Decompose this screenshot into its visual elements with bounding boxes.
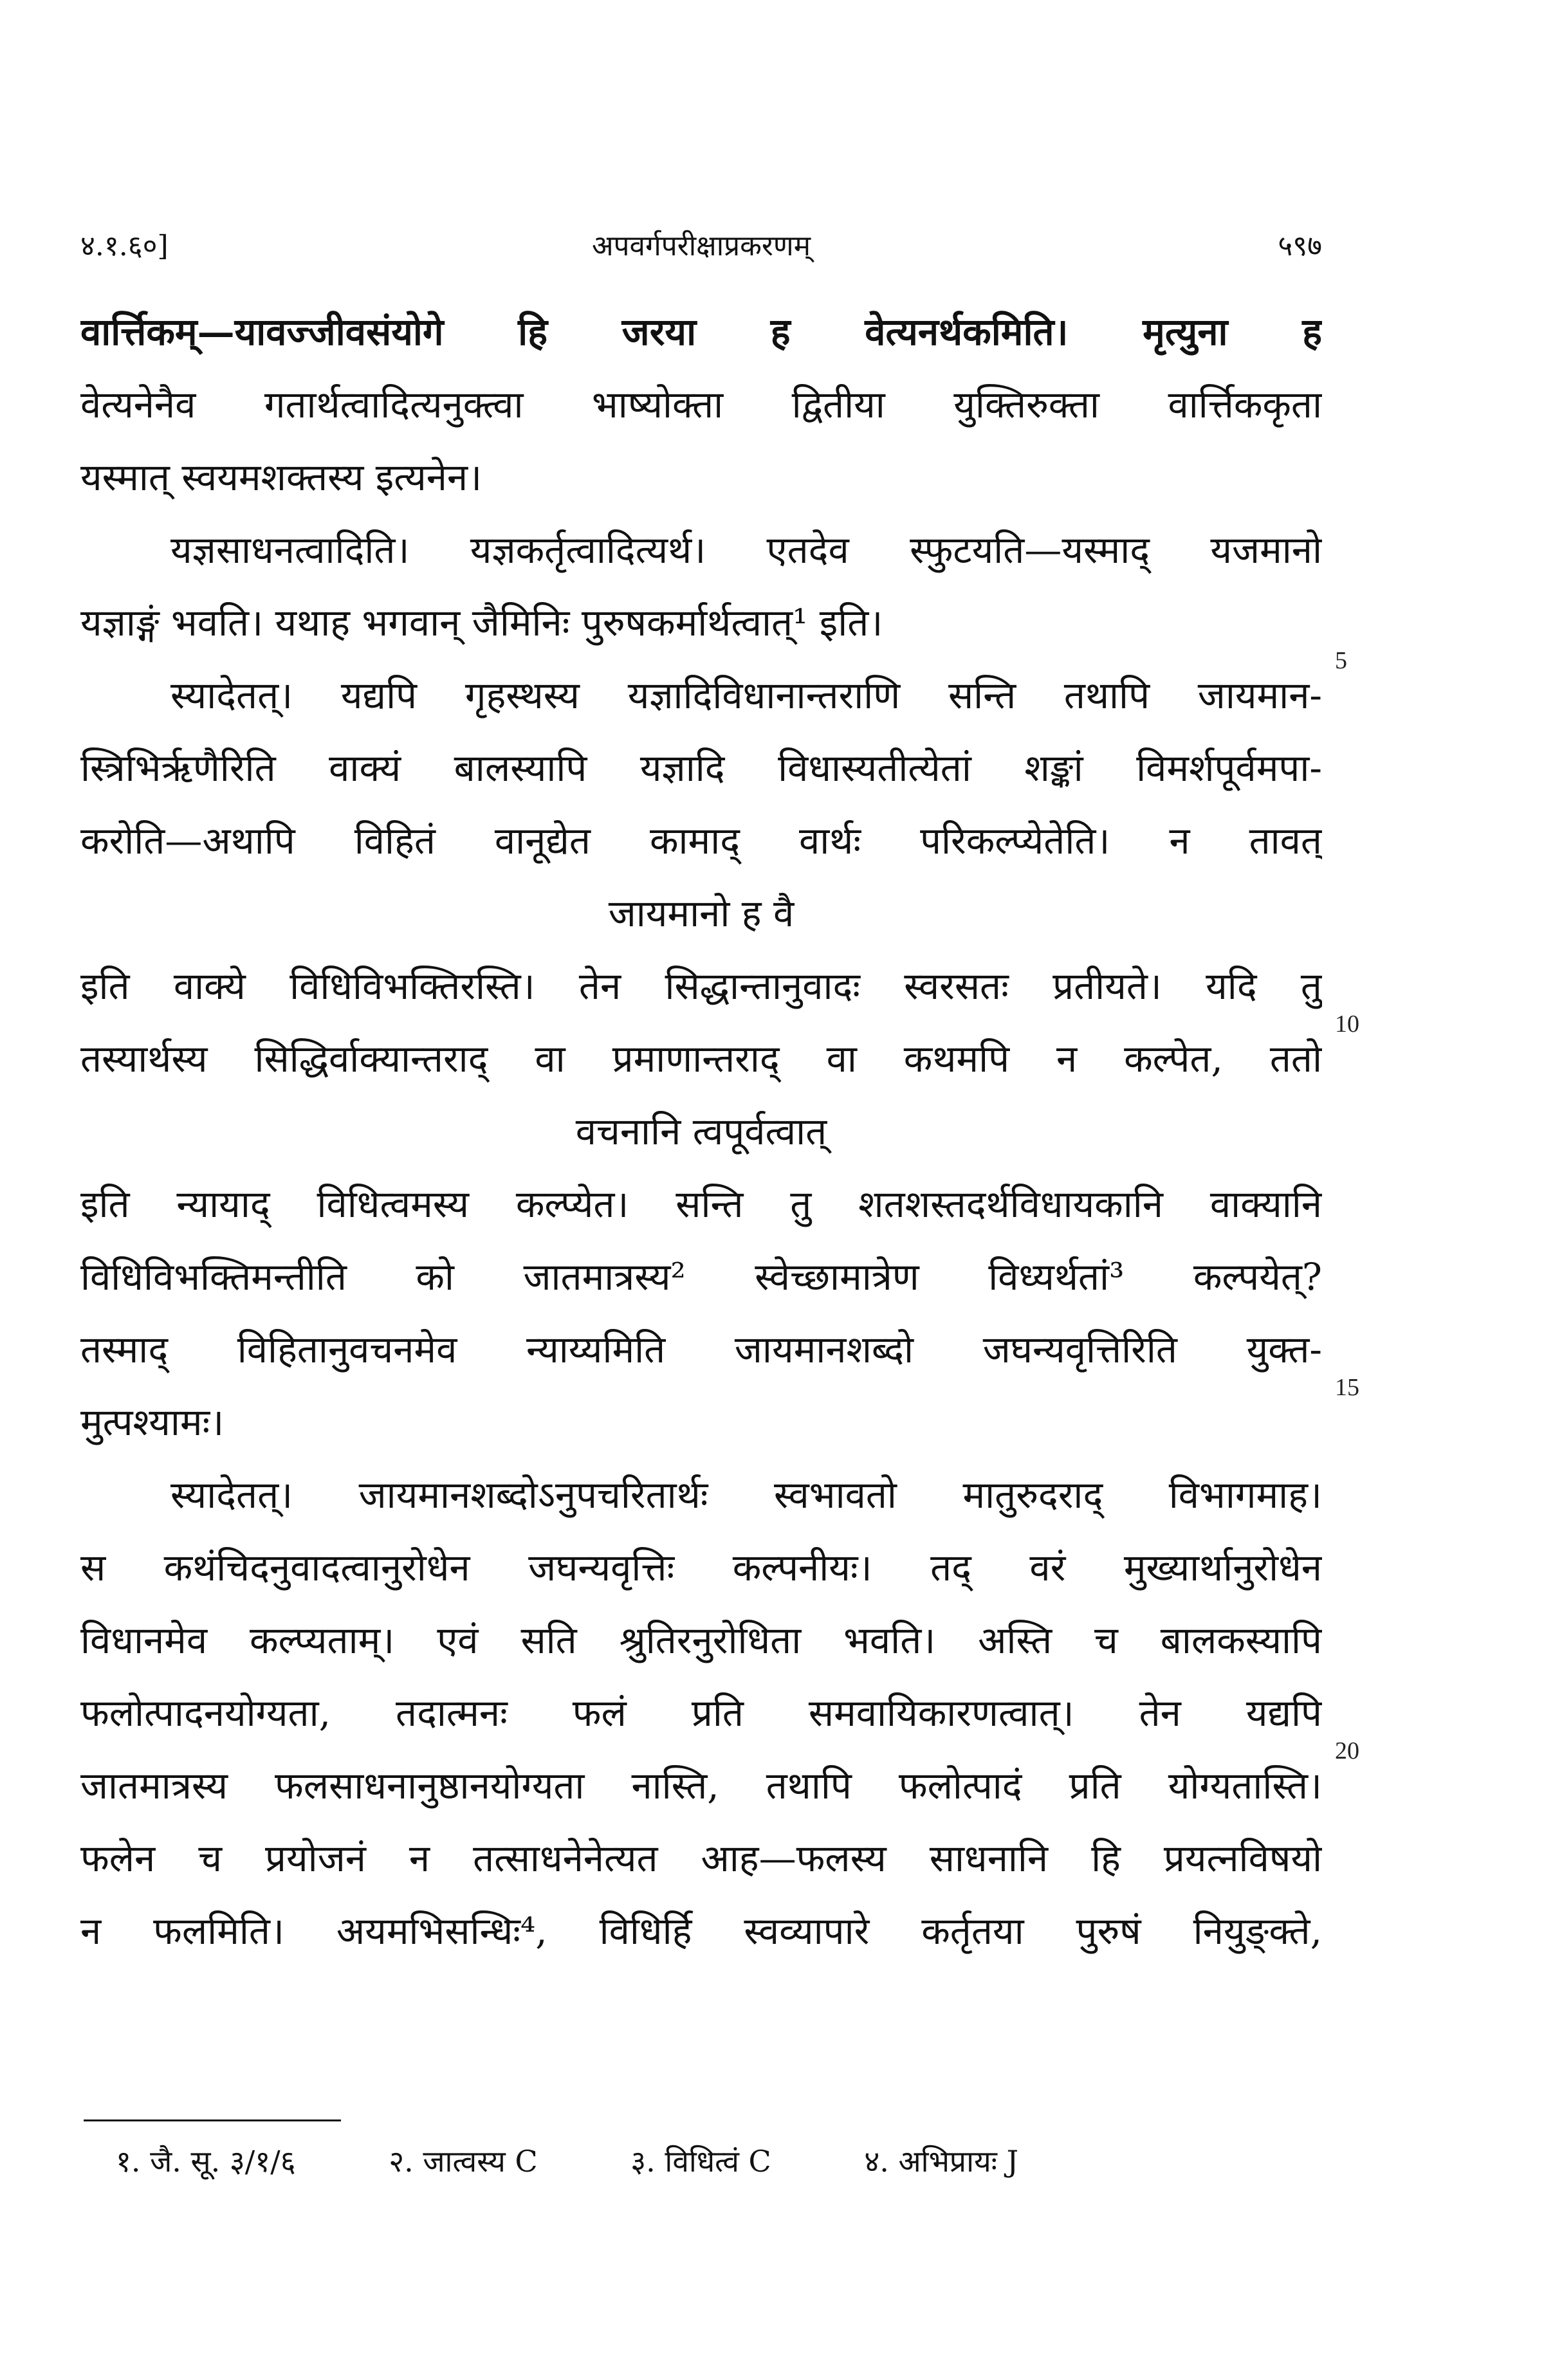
footnote-3: ३. विधित्वं C [630, 2144, 771, 2179]
text-line: यस्मात् स्वयमशक्तस्य इत्यनेन। [80, 455, 482, 499]
text-line: तस्यार्थस्य सिद्धिर्वाक्यान्तराद् वा प्रमाणान्तराद् वा कथमपि न कल्पेत, ततो [80, 1037, 1322, 1081]
text-line: स कथंचिदनुवादत्वानुरोधेन जघन्यवृत्तिः कल्पनीयः। तद् वरं मुख्यार्थानुरोधेन [80, 1546, 1322, 1589]
text-line: विधानमेव कल्प्यताम्। एवं सति श्रुतिरनुरोधिता भवति। अस्ति च बालकस्यापि [80, 1618, 1322, 1662]
text-line: यज्ञाङ्गं भवति। यथाह भगवान् जैमिनिः पुरुषकर्मार्थत्वात्¹ इति। [80, 601, 883, 645]
quoted-verse: जायमानो ह वै [608, 892, 795, 935]
text-line: जातमात्रस्य फलसाधनानुष्ठानयोग्यता नास्ति, तथापि फलोत्पादं प्रति योग्यतास्ति। [80, 1764, 1322, 1808]
footnote-divider [84, 2119, 341, 2121]
text-line: वेत्यनेनैव गतार्थत्वादित्यनुक्त्वा भाष्योक्ता द्वितीया युक्तिरुक्ता वार्त्तिककृता [80, 383, 1322, 426]
text-line: करोति—अथापि विहितं वानूद्येत कामाद् वार्थः परिकल्प्येतेति। न तावत् [80, 819, 1322, 863]
text-line: इति न्यायाद् विधित्वमस्य कल्प्येत। सन्ति तु शतशस्तदर्थविधायकानि वाक्यानि [80, 1182, 1322, 1226]
text-line: मुत्पश्यामः। [80, 1400, 225, 1444]
text-line: यज्ञसाधनत्वादिति। यज्ञकर्तृत्वादित्यर्थ। एतदेव स्फुटयति—यस्माद् यजमानो [170, 528, 1322, 572]
text-line: इति वाक्ये विधिविभक्तिरस्ति। तेन सिद्धान्तानुवादः स्वरसतः प्रतीयते। यदि तु [80, 964, 1322, 1008]
line-number: 10 [1335, 1011, 1359, 1038]
footnotes [116, 2136, 1325, 2187]
chapter-title: अपवर्गपरीक्षाप्रकरणम् [591, 230, 811, 262]
text-line: विधिविभक्तिमन्तीति को जातमात्रस्य² स्वेच्छामात्रेण विध्यर्थतां³ कल्पयेत्? [80, 1255, 1322, 1299]
section-reference: ४.१.६०] [80, 230, 169, 262]
footnote-2: २. जात्वस्य C [389, 2144, 538, 2179]
text-line: स्त्रिभिर्ऋणैरिति वाक्यं बालस्यापि यज्ञादि विधास्यतीत्येतां शङ्कां विमर्शपूर्वमपा- [80, 746, 1322, 790]
quoted-verse: वचनानि त्वपूर्वत्वात् [575, 1110, 827, 1153]
footnote-1: १. जै. सू. ३/१/६ [116, 2144, 296, 2179]
running-header [80, 225, 1322, 270]
text-line: न फलमिति। अयमभिसन्धिः⁴, विधिर्हि स्वव्यापारे कर्तृतया पुरुषं नियुङ्क्ते, [80, 1909, 1322, 1953]
line-number: 15 [1335, 1374, 1359, 1401]
page-number: ५९७ [1278, 230, 1322, 262]
text-line: फलेन च प्रयोजनं न तत्साधनेनेत्यत आह—फलस्य साधनानि हि प्रयत्नविषयो [80, 1836, 1322, 1880]
text-line: फलोत्पादनयोग्यता, तदात्मनः फलं प्रति समवायिकारणत्वात्। तेन यद्यपि [80, 1691, 1322, 1735]
text-line: तस्माद् विहितानुवचनमेव न्याय्यमिति जायमानशब्दो जघन्यवृत्तिरिति युक्त- [80, 1328, 1322, 1371]
line-number: 20 [1335, 1737, 1359, 1764]
footnote-4: ४. अभिप्रायः J [864, 2144, 1019, 2179]
text-line: वार्त्तिकम्—यावज्जीवसंयोगे हि जरया ह वेत्यनर्थकमिति। मृत्युना ह [80, 310, 1322, 354]
text-line: स्यादेतत्। यद्यपि गृहस्थस्य यज्ञादिविधानान्तराणि सन्ति तथापि जायमान- [170, 673, 1322, 717]
line-number: 5 [1335, 647, 1347, 674]
body-text [80, 296, 1322, 1968]
text-line: स्यादेतत्। जायमानशब्दोऽनुपचरितार्थः स्वभावतो मातुरुदराद् विभागमाह। [170, 1473, 1322, 1517]
